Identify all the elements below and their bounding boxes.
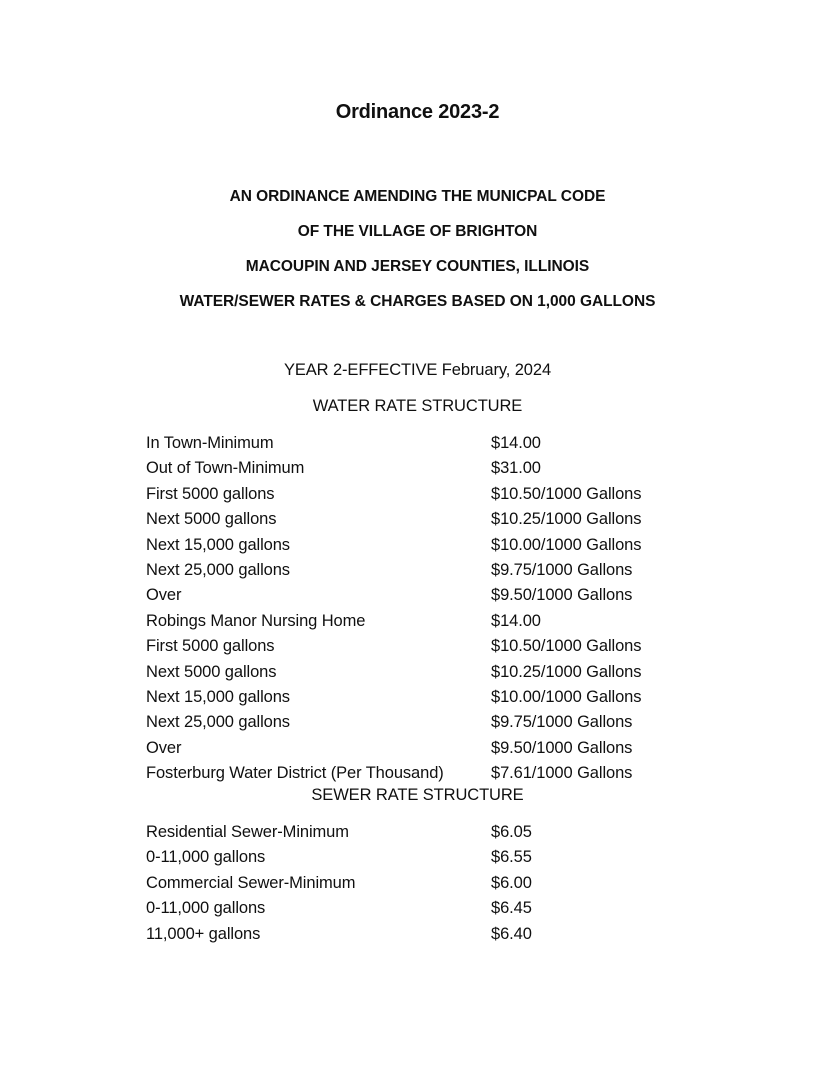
- rate-value: $6.40: [491, 924, 532, 943]
- rate-value: $6.00: [491, 873, 532, 892]
- rate-value: $31.00: [491, 459, 541, 478]
- ordinance-heading-block: [0, 179, 835, 319]
- sewer-rate-structure-title: SEWER RATE STRUCTURE: [311, 786, 524, 804]
- rate-row: [146, 431, 766, 456]
- rate-value: $7.61/1000 Gallons: [491, 764, 633, 783]
- rate-label: 11,000+ gallons: [146, 924, 261, 943]
- rate-row: [146, 533, 766, 558]
- rate-value: $10.00/1000 Gallons: [491, 535, 642, 554]
- rate-row: [146, 609, 766, 634]
- rate-label: Robings Manor Nursing Home: [146, 611, 366, 630]
- rate-value: $9.50/1000 Gallons: [491, 738, 633, 757]
- rate-label: Over: [146, 738, 182, 757]
- rate-value: $10.50/1000 Gallons: [491, 637, 642, 656]
- rate-row: [146, 845, 766, 870]
- rate-row: [146, 896, 766, 921]
- rate-value: $6.55: [491, 848, 532, 867]
- rate-label: Next 5000 gallons: [146, 662, 277, 681]
- rate-label: Commercial Sewer-Minimum: [146, 873, 356, 892]
- rate-label: Out of Town-Minimum: [146, 459, 305, 478]
- rate-label: In Town-Minimum: [146, 434, 274, 452]
- rate-value: $6.05: [491, 823, 532, 841]
- rate-value: $9.75/1000 Gallons: [491, 713, 633, 732]
- rate-label: Next 15,000 gallons: [146, 687, 290, 706]
- rate-label: First 5000 gallons: [146, 484, 275, 503]
- rate-value: $6.45: [491, 899, 532, 918]
- heading-line-4: WATER/SEWER RATES & CHARGES BASED ON 1,000 GALLONS: [179, 293, 656, 310]
- rate-label: Next 25,000 gallons: [146, 713, 290, 732]
- rate-label: Next 25,000 gallons: [146, 560, 290, 579]
- rate-row: [146, 558, 766, 583]
- rate-label: 0-11,000 gallons: [146, 899, 266, 918]
- rate-label: First 5000 gallons: [146, 637, 275, 656]
- rate-row: [146, 456, 766, 481]
- page-title: Ordinance 2023-2: [335, 101, 500, 123]
- rate-label: Over: [146, 586, 182, 605]
- rate-value: $14.00: [491, 611, 541, 630]
- sewer-rate-table: [146, 820, 766, 947]
- rate-label: Next 15,000 gallons: [146, 535, 290, 554]
- rate-value: $10.50/1000 Gallons: [491, 484, 642, 503]
- rate-label: 0-11,000 gallons: [146, 848, 266, 867]
- rate-row: [146, 710, 766, 735]
- rate-row: [146, 685, 766, 710]
- rate-value: $14.00: [491, 434, 541, 452]
- water-rate-table: [146, 431, 766, 786]
- rate-row: [146, 583, 766, 608]
- heading-line-3: MACOUPIN AND JERSEY COUNTIES, ILLINOIS: [245, 258, 590, 275]
- rate-value: $9.75/1000 Gallons: [491, 560, 633, 579]
- rate-row: [146, 482, 766, 507]
- rate-label: Residential Sewer-Minimum: [146, 823, 349, 841]
- rate-row: [146, 871, 766, 896]
- rate-value: $9.50/1000 Gallons: [491, 586, 633, 605]
- rate-row: [146, 507, 766, 532]
- rate-value: $10.25/1000 Gallons: [491, 662, 642, 681]
- rate-label: Fosterburg Water District (Per Thousand): [146, 764, 444, 783]
- rate-label: Next 5000 gallons: [146, 510, 277, 529]
- rate-row: [146, 634, 766, 659]
- rate-row: [146, 820, 766, 845]
- rate-value: $10.00/1000 Gallons: [491, 687, 642, 706]
- rate-value: $10.25/1000 Gallons: [491, 510, 642, 529]
- heading-line-2: OF THE VILLAGE OF BRIGHTON: [297, 223, 538, 240]
- rate-row: [146, 922, 766, 947]
- effective-date-line: YEAR 2-EFFECTIVE February, 2024: [283, 361, 552, 379]
- water-rate-structure-title: WATER RATE STRUCTURE: [312, 397, 523, 415]
- rate-row: [146, 660, 766, 685]
- rate-row: [146, 761, 766, 786]
- rate-row: [146, 736, 766, 761]
- heading-line-1: AN ORDINANCE AMENDING THE MUNICPAL CODE: [229, 188, 606, 205]
